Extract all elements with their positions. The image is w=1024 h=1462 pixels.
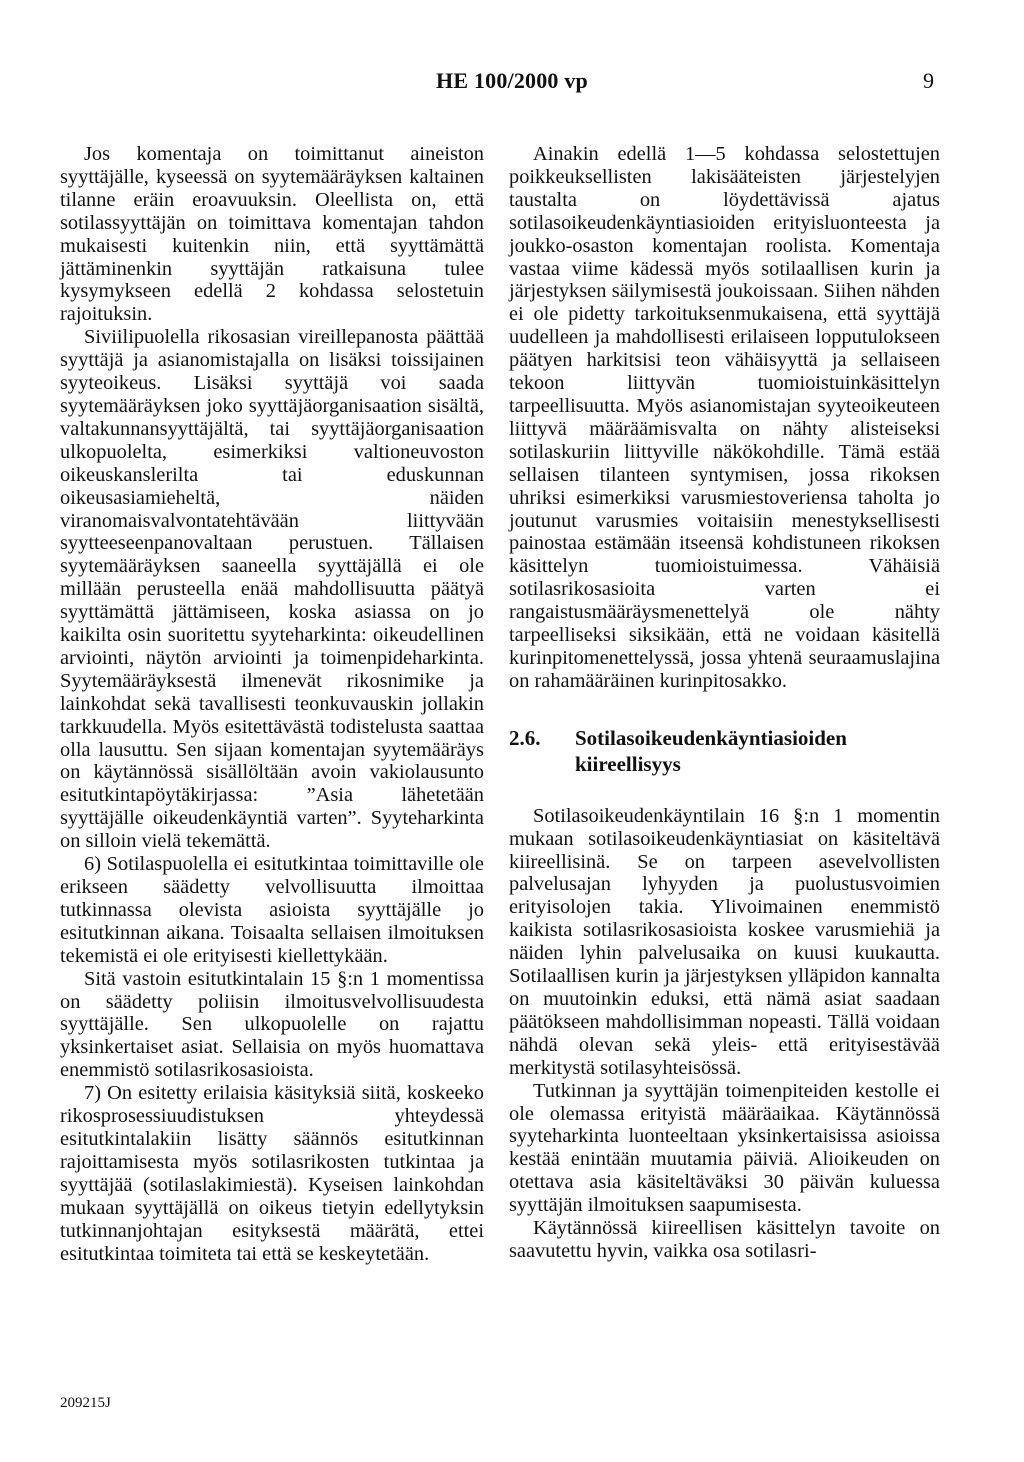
paragraph: Ainakin edellä 1—5 kohdassa selostettujen poikkeuksellisten lakisääteisten järjestelyjen taustalta on löydettävissä ajatus sotilasoikeudenkäyntiasioiden erityisluonteesta ja joukko-osaston komentajan roolista. Komentaja vastaa viime kädessä myös sotilaallisen kurin ja järjestyksen säilymisestä joukoissaan. Siihen nähden ei ole pidetty tarkoituksenmukaisena, että syyttäjä uudelleen ja mahdollisesti erilaiseen lopputulokseen päätyen harkitsisi teon vähäisyyttä ja sellaiseen tekoon liittyvän tuomioistuinkäsittelyn tarpeellisuutta. Myös asianomistajan syyteoikeuteen liittyvä määräämisvalta on nähty alisteiseksi sotilaskuriin liittyville näkökohdille. Tämä estää sellaisen tilanteen syntymisen, jossa rikoksen uhriksi esimerkiksi varusmiestoveriensa taholta jo joutunut varusmies voitaisiin menestyksellisesti painostaa estämään itseensä kohdistuneen rikoksen käsittelyn tuomioistuimessa. Vähäisiä sotilasrikosasioita varten ei rangaistusmääräysmenettelyä ole nähty tarpeelliseksi siksikään, että ne voidaan käsitellä kurinpitomenettelyssä, jossa yhtenä seuraamuslajina on rahamääräinen kurinpitosakko. [509,143,940,692]
paragraph: Sitä vastoin esitutkintalain 15 §:n 1 momentissa on säädetty poliisin ilmoitusvelvollisuudesta syyttäjälle. Sen ulkopuolelle on rajattu yksinkertaiset asiat. Sellaisia on myös huomattava enemmistö sotilasrikosasioista. [60,967,484,1082]
right-text-column [509,143,940,1263]
section-number: 2.6. [509,725,541,750]
paragraph: 6) Sotilaspuolella ei esitutkintaa toimittaville ole erikseen säädetty velvollisuutta ilmoittaa tutkinnassa olevista asioista syyttäjälle jo esitutkinnan aikana. Toisaalta sellaisen ilmoituksen tekemistä ei ole erityisesti kiellettykään. [60,853,484,967]
paragraph: Käytännössä kiireellisen käsittelyn tavoite on saavutettu hyvin, vaikka osa sotilasri- [509,1217,940,1262]
paragraph: Sotilasoikeudenkäyntilain 16 §:n 1 momentin mukaan sotilasoikeudenkäyntiasiat on käsiteltävä kiireellisinä. Se on tarpeen asevelvollisten palvelusajan lyhyyden ja puolustusvoimien erityisolojen takia. Ylivoimainen enemmistö kaikista sotilasrikosasioista koskee varusmiehiä ja näiden lyhin palvelusaika on kuusi kuukautta. Sotilaallisen kurin ja järjestyksen ylläpidon kannalta on muutoinkin eduksi, että nämä asiat saadaan päätökseen mahdollisimman nopeasti. Tällä voidaan nähdä olevan sekä yleis- että erityisestävää merkitystä sotilasyhteisössä. [509,804,940,1079]
paragraph: Tutkinnan ja syyttäjän toimenpiteiden kestolle ei ole olemassa erityistä määräaikaa. Käytännössä syyteharkinta luonteeltaan yksinkertaisissa asioissa kestää enintään muutamia päiviä. Alioikeuden on otettava asia käsiteltäväksi 30 päivän kuluessa syyttäjän ilmoituksen saapumisesta. [509,1079,940,1217]
left-text-column [60,143,484,1265]
document-header-title: HE 100/2000 vp [436,68,588,93]
paragraph: Jos komentaja on toimittanut aineiston syyttäjälle, kyseessä on syytemääräyksen kaltainen tilanne eräin eroavuuksin. Oleellista on, että sotilassyyttäjän on toimittava komentajan tahdon mukaisesti kuitenkin niin, että syyttämättä jättäminenkin syyttäjän ratkaisuna tulee kysymykseen edellä 2 kohdassa selostetuin rajoituksin. [60,143,484,326]
page-number: 9 [923,68,934,93]
section-title: Sotilasoikeudenkäyntiasioiden kiireellisyys [575,725,847,776]
paragraph: Siviilipuolella rikosasian vireillepanosta päättää syyttäjä ja asianomistajalla on lisäksi toissijainen syyteoikeus. Lisäksi syyttäjä voi saada syytemääräyksen joko syyttäjäorganisaation sisältä, valtakunnansyyttäjältä, tai syyttäjäorganisaation ulkopuolelta, esimerkiksi valtioneuvoston oikeuskanslerilta tai eduskunnan oikeusasiamieheltä, näiden viranomaisvalvontatehtävään liittyvään syytteeseenpanovaltaan perustuen. Tällaisen syytemääräyksen saaneella syyttäjällä ei ole millään perusteella enää mahdollisuutta päätyä syyttämättä jättämiseen, koska asiassa on jo kaikilta osin suoritettu syyteharkinta: oikeudellinen arviointi, näytön arviointi ja toimenpideharkinta. Syytemääräyksestä ilmenevät rikosnimike ja lainkohdat sekä tavallisesti teonkuvauskin jollakin tarkkuudella. Myös esitettävästä todistelusta saattaa olla lausuttu. Sen sijaan komentajan syytemääräys on käytännössä sisällöltään avoin vakiolausunto esitutkintapöytäkirjassa: ”Asia lähetetään syyttäjälle oikeudenkäyntiä varten”. Syyteharkinta on silloin vielä tekemättä. [60,326,484,853]
print-code: 209215J [60,1395,111,1411]
section-heading [509,725,940,777]
paragraph: 7) On esitetty erilaisia käsityksiä siitä, koskeeko rikosprosessiuudistuksen yhteydessä esitutkintalakiin lisätty säännös esitutkinnan rajoittamisesta myös sotilasrikosten tutkintaa ja syyttäjää (sotilaslakimiestä). Kyseisen lainkohdan mukaan syyttäjällä on oikeus tietyin edellytyksin tutkinnanjohtajan esityksestä määrätä, ettei esitutkintaa toimiteta tai että se keskeytetään. [60,1082,484,1265]
